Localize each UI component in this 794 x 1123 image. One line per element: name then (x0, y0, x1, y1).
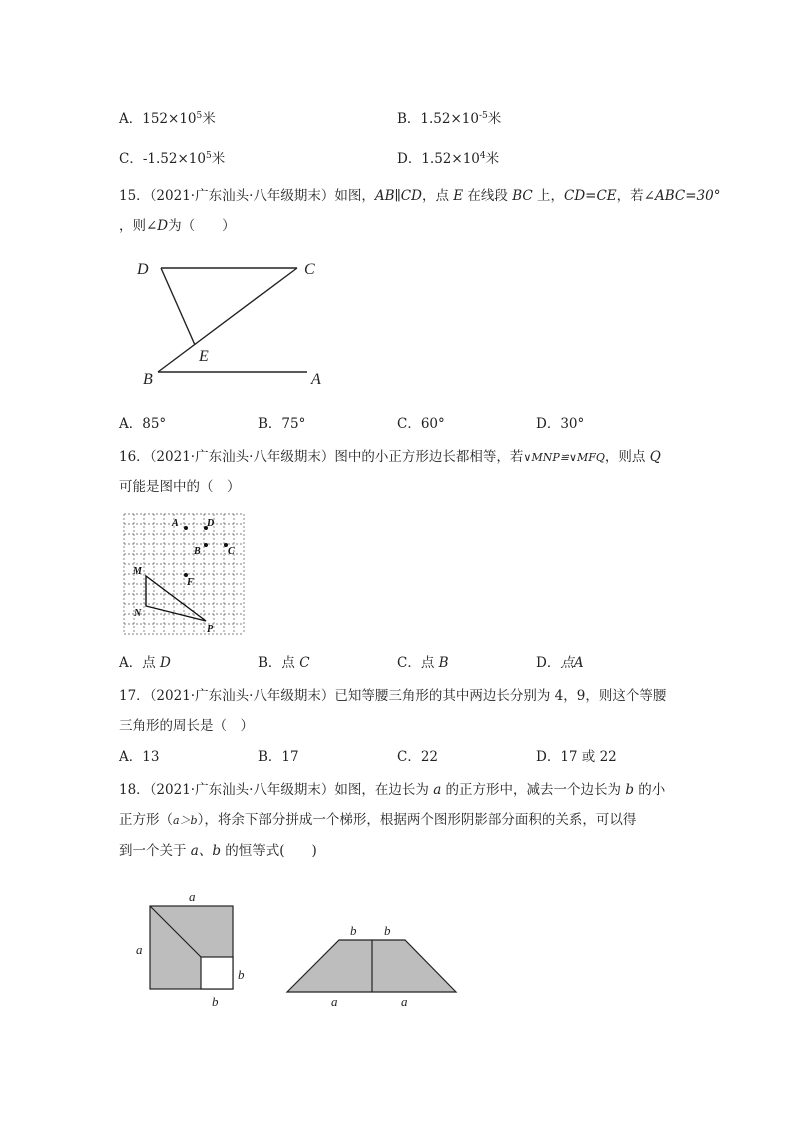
q15-label-b: B (143, 371, 153, 388)
q15-figure (130, 255, 340, 390)
q16-option-d: D．点A (536, 655, 584, 671)
q18-trap-label-top-right: b (384, 923, 391, 938)
q18-small-label-right: b (238, 967, 245, 982)
q15-stem-line1: 15．（2021·广东汕头·八年级期末）如图，AB∥CD，点 E 在线段 BC 上，CD=CE，若∠ABC=30° (119, 188, 721, 204)
q17-option-c: C．22 (397, 749, 439, 765)
q14-option-b: B．$1.52\times 10^{-5}$米 (397, 111, 502, 127)
q16-label-n: N (134, 608, 142, 619)
q17-option-a: A．13 (119, 749, 160, 765)
q16-option-b: B．点 C (258, 655, 310, 671)
q17-stem-line2: 三角形的周长是（ ） (119, 718, 254, 734)
q15-label-a: A (311, 371, 321, 388)
q18-stem-line3: 到一个关于 a、b 的恒等式( ) (119, 843, 317, 859)
q16-label-c: C (228, 546, 235, 557)
q16-label-b: B (194, 546, 201, 557)
q15-stem-line2: ，则∠D为（ ） (119, 218, 236, 234)
q16-stem-line2: 可能是图中的（ ） (119, 479, 241, 495)
q18-trap-label-bottom-right: a (401, 994, 408, 1009)
q18-stem-line2: 正方形（a＞b），将余下部分拼成一个梯形，根据两个图形阴影部分面积的关系，可以得 (119, 812, 637, 828)
q16-option-c: C．点 B (397, 655, 449, 671)
q16-label-a: A (172, 518, 179, 529)
q18-square-figure (130, 885, 260, 1015)
q18-square-label-top: a (189, 889, 196, 904)
q16-label-p: P (207, 624, 214, 635)
q14-option-d: D．$1.52\times 10^4$米 (397, 151, 500, 167)
q15-option-c: C．60° (397, 416, 445, 432)
q15-label-c: C (304, 261, 315, 278)
q17-stem-line1: 17．（2021·广东汕头·八年级期末）已知等腰三角形的其中两边长分别为 4，9，则这个等腰 (119, 688, 667, 704)
q17-option-b: B．17 (258, 749, 299, 765)
q18-small-label-bottom: b (212, 994, 219, 1009)
q16-stem-line1: 16．（2021·广东汕头·八年级期末）图中的小正方形边长都相等，若∨MNP≌∨MFQ，则点 Q (119, 449, 661, 465)
q17-option-d: D．17 或 22 (536, 749, 617, 765)
q18-trap-label-top-left: b (350, 923, 357, 938)
q15-label-d: D (137, 261, 149, 278)
q18-trap-label-bottom-left: a (331, 994, 338, 1009)
q18-square-label-left: a (136, 942, 143, 957)
q16-label-m: M (133, 566, 142, 577)
q15-label-e: E (199, 348, 209, 365)
q15-option-b: B．75° (258, 416, 306, 432)
q14-option-c: C．$-1.52\times 10^5$米 (119, 151, 226, 167)
q15-option-a: A．85° (119, 416, 167, 432)
q16-label-f: F (187, 577, 194, 588)
q16-label-d: D (207, 518, 215, 529)
q18-stem-line1: 18．（2021·广东汕头·八年级期末）如图，在边长为 a 的正方形中，减去一个边长为 b 的小 (119, 782, 666, 798)
q18-trapezoid-figure (280, 920, 465, 1015)
q16-option-a: A．点 D (119, 655, 171, 671)
q15-option-d: D．30° (536, 416, 585, 432)
q16-grid-figure (124, 514, 248, 638)
q14-option-a: A．$152\times 10^5$米 (119, 111, 216, 127)
